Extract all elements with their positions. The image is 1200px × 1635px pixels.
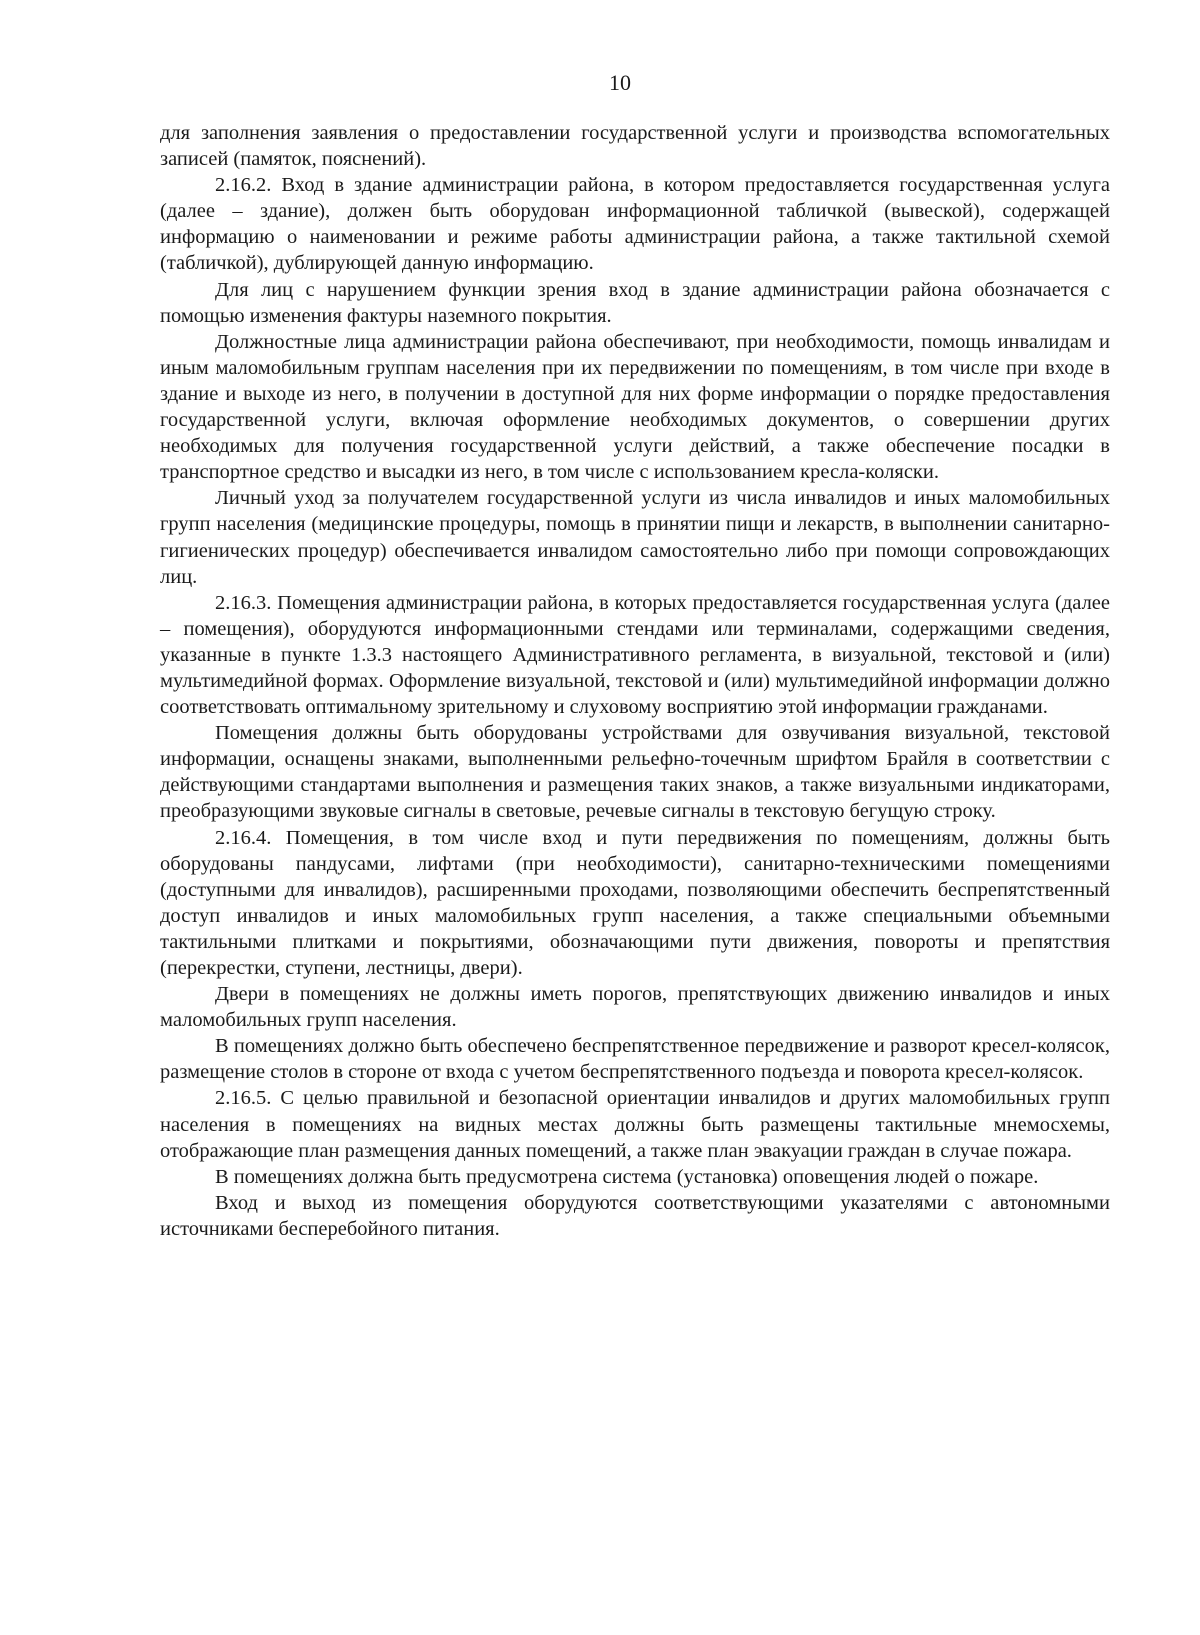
paragraph-officials-assistance: Должностные лица администрации района обеспечивают, при необходимости, помощь инвалидам и иным маломобильным группам населения при их передвижении по помещениям, в том числе при входе в здание и выходе из него, в получении в доступной для них форме информации о порядке предоставления государственной услуги, включая оформление необходимых документов, о совершении других необходимых для получения государственной услуги действий, а также обеспечение посадки в транспортное средство и высадки из него, в том числе с использованием кресла-коляски.: [160, 330, 1110, 484]
paragraph-continuation: для заполнения заявления о предоставлении государственной услуги и производства вспомогательных записей (памяток, пояснений).: [160, 122, 1110, 171]
paragraph-braille-equipment: Помещения должны быть оборудованы устройствами для озвучивания визуальной, текстовой информации, оснащены знаками, выполненными рельефно-точечным шрифтом Брайля в соответствии с действующими стандартами выполнения и размещения таких знаков, а также визуальными индикаторами, преобразующими звуковые сигналы в световые, речевые сигналы в текстовую бегущую строку.: [160, 722, 1110, 823]
paragraph-2-16-3: 2.16.3. Помещения администрации района, в которых предоставляется государственная услуга (далее – помещения), оборудуются информационными стендами или терминалами, содержащими сведения, указанные в пункте 1.3.3 настоящего Административного регламента, в визуальной, текстовой и (или) мультимедийной формах. Оформление визуальной, текстовой и (или) мультимедийной информации должно соответствовать оптимальному зрительному и слуховому восприятию этой информации гражданами.: [160, 591, 1110, 719]
paragraph-vision-impaired: Для лиц с нарушением функции зрения вход в здание администрации района обозначается с помощью изменения фактуры наземного покрытия.: [160, 278, 1110, 327]
paragraph-fire-alarm: В помещениях должна быть предусмотрена система (установка) оповещения людей о пожаре.: [215, 1165, 1039, 1188]
paragraph-personal-care: Личный уход за получателем государственной услуги из числа инвалидов и иных маломобильных групп населения (медицинские процедуры, помощь в принятии пищи и лекарств, в выполнении санитарно-гигиенических процедур) обеспечивается инвалидом самостоятельно либо при помощи сопровождающих лиц.: [160, 487, 1110, 588]
paragraph-2-16-5: 2.16.5. С целью правильной и безопасной ориентации инвалидов и других маломобильных групп населения в помещениях на видных местах должны быть размещены тактильные мнемосхемы, отображающие план размещения данных помещений, а также план эвакуации граждан в случае пожара.: [160, 1087, 1110, 1162]
paragraph-2-16-4: 2.16.4. Помещения, в том числе вход и пути передвижения по помещениям, должны быть оборудованы пандусами, лифтами (при необходимости), санитарно-техническими помещениями (доступными для инвалидов), расширенными проходами, позволяющими обеспечить беспрепятственный доступ инвалидов и иных маломобильных групп населения, а также специальными объемными тактильными плитками и покрытиями, обозначающими пути движения, повороты и препятствия (перекрестки, ступени, лестницы, двери).: [160, 826, 1110, 979]
paragraph-exit-signs: Вход и выход из помещения оборудуются соответствующими указателями с автономными источниками бесперебойного питания.: [160, 1191, 1110, 1240]
paragraph-doors-thresholds: Двери в помещениях не должны иметь порогов, препятствующих движению инвалидов и иных маломобильных групп населения.: [160, 983, 1110, 1032]
paragraph-wheelchair-movement: В помещениях должно быть обеспечено беспрепятственное передвижение и разворот кресел-колясок, размещение столов в стороне от входа с учетом беспрепятственного подъезда и поворота кресел-колясок.: [160, 1035, 1110, 1084]
paragraph-2-16-2: 2.16.2. Вход в здание администрации района, в котором предоставляется государственная услуга (далее – здание), должен быть оборудован информационной табличкой (вывеской), содержащей информацию о наименовании и режиме работы администрации района, а также тактильной схемой (табличкой), дублирующей данную информацию.: [160, 174, 1110, 275]
document-body: [160, 120, 1110, 1242]
page-number: 10: [609, 70, 631, 95]
